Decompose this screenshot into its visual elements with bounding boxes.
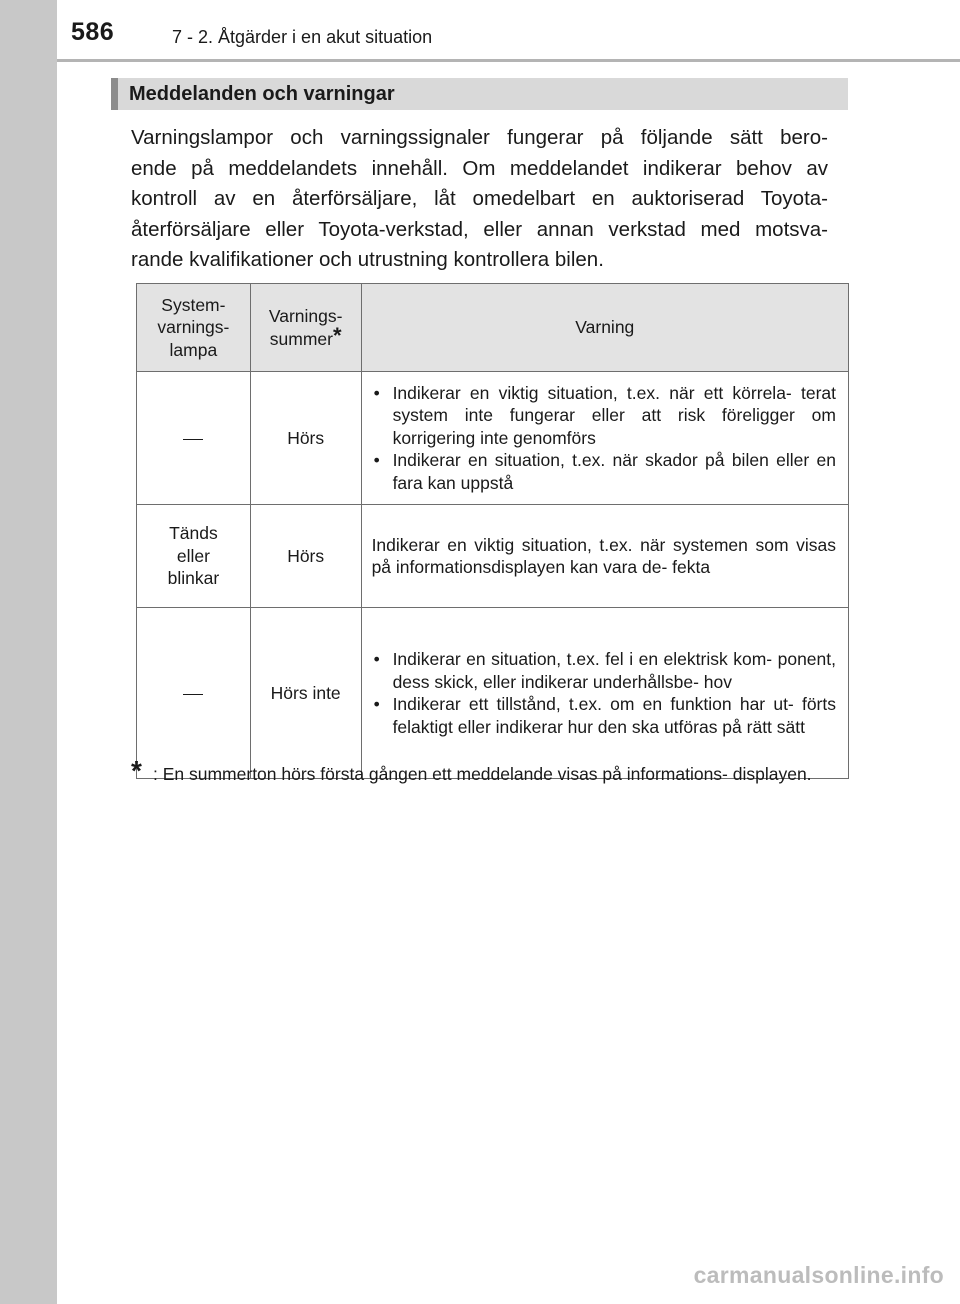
cell-lamp xyxy=(137,372,251,505)
side-strip xyxy=(0,0,57,1304)
cell-lamp-line: eller xyxy=(176,545,210,566)
bullet-list xyxy=(372,648,836,738)
bullet-list xyxy=(372,382,836,495)
cell-warning xyxy=(361,608,848,779)
header-rule xyxy=(57,59,960,62)
header-lamp-line: System- xyxy=(161,294,226,315)
asterisk-mark: * xyxy=(332,322,342,348)
intro-line: kontroll av en återförsäljare, låt omedelbart en auktoriserad Toyota- xyxy=(131,187,828,210)
intro-line: rande kvalifikationer och utrustning kontrollera bilen. xyxy=(131,248,604,271)
header-lamp-line: lampa xyxy=(169,339,218,360)
list-item: • Indikerar en situation, t.ex. när skador på bilen eller en fara kan uppstå xyxy=(372,449,836,494)
cell-warning: Indikerar en viktig situation, t.ex. när systemen som visas på informationsdisplayen kan vara de- fekta xyxy=(361,505,848,608)
page-number: 586 xyxy=(71,18,115,46)
cell-lamp xyxy=(137,505,251,608)
cell-lamp-line: blinkar xyxy=(167,568,220,589)
footnote-text: : En summerton hörs första gången ett meddelande visas på informations- displayen. xyxy=(153,764,812,784)
table-row xyxy=(137,608,849,779)
dash-mark xyxy=(183,439,203,440)
cell-lamp xyxy=(137,608,251,779)
list-item: • Indikerar ett tillstånd, t.ex. om en funktion har ut- förts felaktigt eller indikerar hur den ska utföras på rätt sätt xyxy=(372,693,836,738)
cell-buzzer: Hörs inte xyxy=(250,608,361,779)
header-warning: Varning xyxy=(361,284,848,372)
dash-mark xyxy=(183,694,203,695)
warning-table xyxy=(136,283,849,779)
list-item: • Indikerar en situation, t.ex. fel i en elektrisk kom- ponent, dess skick, eller indikerar underhållsbe- hov xyxy=(372,648,836,693)
table-header-row xyxy=(137,284,849,372)
running-head: 7 - 2. Åtgärder i en akut situation xyxy=(172,27,433,47)
header-buzzer xyxy=(250,284,361,372)
intro-paragraph xyxy=(131,123,828,276)
table-row xyxy=(137,372,849,505)
intro-line: återförsäljare eller Toyota-verkstad, eller annan verkstad med motsva- xyxy=(131,217,828,241)
cell-lamp-line: Tänds xyxy=(169,523,218,544)
footnote xyxy=(131,755,828,787)
cell-warning xyxy=(361,372,848,505)
section-bar-accent xyxy=(111,78,118,110)
cell-buzzer: Hörs xyxy=(250,505,361,608)
header-buzzer-line: summer xyxy=(269,328,333,349)
watermark: carmanualsonline.info xyxy=(693,1262,944,1288)
cell-buzzer: Hörs xyxy=(250,372,361,505)
section-title: Meddelanden och varningar xyxy=(129,83,395,105)
intro-line: ende på meddelandets innehåll. Om meddelandet indikerar behov av xyxy=(131,156,828,180)
header-buzzer-line: Varnings- xyxy=(268,306,343,326)
asterisk-mark: * xyxy=(131,755,142,786)
list-item: • Indikerar en viktig situation, t.ex. när ett körrela- terat system inte fungerar eller att risk föreligger om korrigering inte genomförs xyxy=(372,382,836,450)
table-row xyxy=(137,505,849,608)
header-lamp xyxy=(137,284,251,372)
header-lamp-line: varnings- xyxy=(157,317,230,338)
intro-line: Varningslampor och varningssignaler fungerar på följande sätt bero- xyxy=(131,126,828,149)
